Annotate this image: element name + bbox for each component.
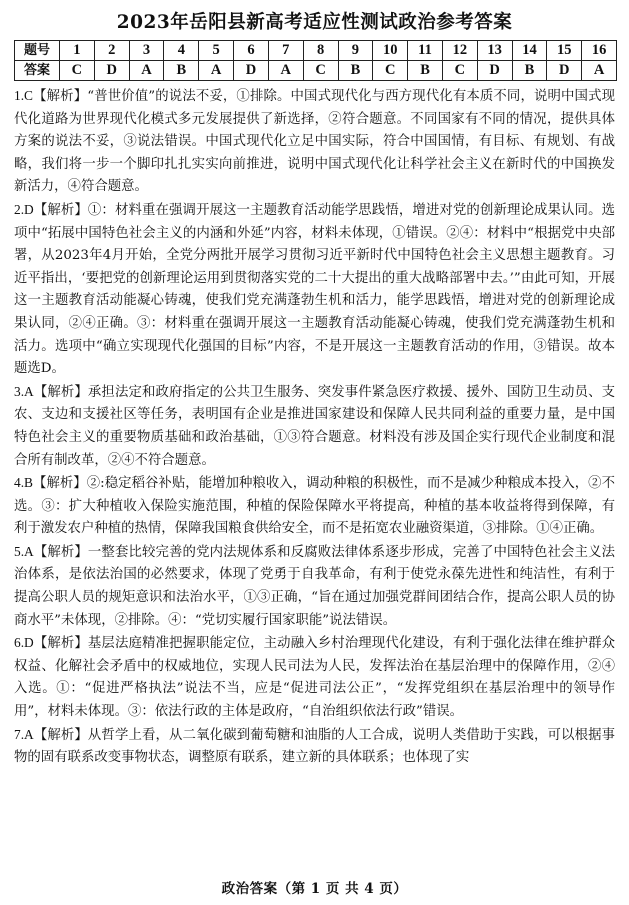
answer-cell: B — [408, 61, 443, 81]
number-cell: 13 — [477, 41, 512, 61]
answer-row-label: 答案 — [15, 61, 60, 81]
explanation-text: 【解析】一整套比较完善的党内法规体系和反腐败法律体系逐步形成，完善了中国特色社会主义法治体系，是依法治国的必然要求，体现了党勇于自我革命，有利于使党永葆先进性和纯洁性，有利于提高公职人员的规矩意识和法治水平，①③正确，“旨在通过加强党群间团结合作，提高公职人员的协商水平”未体现，②排除。④：“党切实履行国家职能”说法错误。 — [14, 544, 615, 628]
explanation-text: 【解析】“普世价值”的说法不妥，①排除。中国式现代化与西方现代化有本质不同，说明中国式现代化道路为世界现代化模式多元发展提供了新选择，②符合题意。不同国家有不同的情况，提供具体方案的说法不妥，③说法错误。中国式现代化立足中国实际，符合中国国情，有目标、有规划、有战略，我们将一步一个脚印扎扎实实向前推进，说明中国式现代化让科学社会主义在新时代的中国换发新活力，④符合题意。 — [14, 89, 615, 195]
number-cell: 2 — [94, 41, 129, 61]
number-cell: 7 — [268, 41, 303, 61]
explanation-text: 【解析】①：材料重在强调开展这一主题教育活动能学思践悟，增进对党的创新理论成果认同。选项中“拓展中国特色社会主义的内涵和外延”内容，材料未体现，①错误。②④：材料中“根据党中央部署，从2023年4月开始，全党分两批开展学习贯彻习近平新时代中国特色社会主义思想主题教育。习近平指出，‘要把党的创新理论运用到贯彻落实党的二十大提出的重大战略部署中去。’”由此可知，开展这一主题教育活动能凝心铸魂，使我们党充满蓬勃生机和活力，能学思践悟，增进对党的创新理论成果认同，②④正确。③：材料重在强调开展这一主题教育活动能凝心铸魂，使我们党充满蓬勃生机和活力。选项中“确立实现现代化强国的目标”内容，不是开展这一主题教育活动的作用，③错误。故本题选D。 — [14, 202, 615, 377]
answer-cell: A — [582, 61, 617, 81]
answer-row — [15, 61, 617, 81]
explanation-item — [14, 85, 615, 199]
number-cell: 3 — [129, 41, 164, 61]
question-number: 5.A — [14, 543, 34, 559]
explanation-item — [14, 724, 615, 770]
answer-cell: C — [373, 61, 408, 81]
question-number: 4.B — [14, 475, 33, 491]
number-cell: 11 — [408, 41, 443, 61]
number-row-label: 题号 — [15, 41, 60, 61]
answer-cell: A — [129, 61, 164, 81]
question-number: 7.A — [14, 726, 34, 742]
answer-cell: A — [199, 61, 234, 81]
number-cell: 10 — [373, 41, 408, 61]
question-number: 2.D — [14, 201, 34, 217]
answer-cell: D — [477, 61, 512, 81]
number-cell: 15 — [547, 41, 582, 61]
answer-cell: D — [94, 61, 129, 81]
explanation-item — [14, 632, 615, 723]
number-cell: 9 — [338, 41, 373, 61]
answer-cell: D — [547, 61, 582, 81]
page-title: 2023年岳阳县新高考适应性测试政治参考答案 — [116, 12, 513, 33]
number-cell: 1 — [60, 41, 95, 61]
question-number: 6.D — [14, 635, 34, 651]
explanation-item — [14, 472, 615, 541]
number-cell: 16 — [582, 41, 617, 61]
answer-cell: B — [512, 61, 547, 81]
explanation-text: 【解析】②:稳定稻谷补贴，能增加种粮收入，调动种粮的积极性，而不是减少种粮成本投入，②不选。③：扩大种植收入保险实施范围，种植的保险保障水平将提高，种植的基本收益将得到保障，有利于激发农户种植的热情，保障我国粮食供给安全，而不是拓宽农业融资渠道，③排除。①④正确。 — [14, 476, 615, 537]
number-cell: 8 — [303, 41, 338, 61]
answer-cell: B — [164, 61, 199, 81]
explanation-item — [14, 199, 615, 381]
number-cell: 14 — [512, 41, 547, 61]
explanation-text: 【解析】基层法庭精准把握职能定位，主动融入乡村治理现代化建设，有利于强化法律在维护群众权益、化解社会矛盾中的权威地位，实现人民司法为人民，发挥法治在基层治理中的保障作用，②④入选。①：“促进严格执法”说法不当，应是“促进司法公正”，“发挥党组织在基层治理中的领导作用”，材料未体现。③：依法行政的主体是政府，“自治组织依法行政”错误。 — [14, 636, 615, 720]
answer-cell: C — [303, 61, 338, 81]
explanation-text: 【解析】从哲学上看，从二氧化碳到葡萄糖和油脂的人工合成，说明人类借助于实践，可以根据事物的固有联系改变事物状态，调整原有联系，建立新的具体联系；也体现了实 — [14, 727, 615, 766]
explanations — [14, 85, 615, 770]
question-number: 1.C — [14, 88, 33, 103]
answer-cell: B — [338, 61, 373, 81]
answer-cell: A — [268, 61, 303, 81]
question-number: 3.A — [14, 383, 34, 399]
answer-cell: C — [442, 61, 477, 81]
number-cell: 12 — [442, 41, 477, 61]
answer-cell: D — [234, 61, 269, 81]
number-cell: 6 — [234, 41, 269, 61]
explanation-item — [14, 381, 615, 472]
explanation-text: 【解析】承担法定和政府指定的公共卫生服务、突发事件紧急医疗救援、援外、国防卫生动员、支农、支边和支援社区等任务，表明国有企业是推进国家建设和保障人民共同利益的重要力量，是中国特色社会主义的重要物质基础和政治基础，①③符合题意。材料没有涉及国企实行现代企业制度和混合所有制改革，②④不符合题意。 — [14, 384, 615, 468]
answer-table — [14, 40, 617, 81]
number-cell: 4 — [164, 41, 199, 61]
number-cell: 5 — [199, 41, 234, 61]
explanation-item — [14, 541, 615, 632]
answer-cell: C — [60, 61, 95, 81]
page-footer: 政治答案（第 1 页 共 4 页） — [221, 881, 408, 897]
number-row — [15, 41, 617, 61]
